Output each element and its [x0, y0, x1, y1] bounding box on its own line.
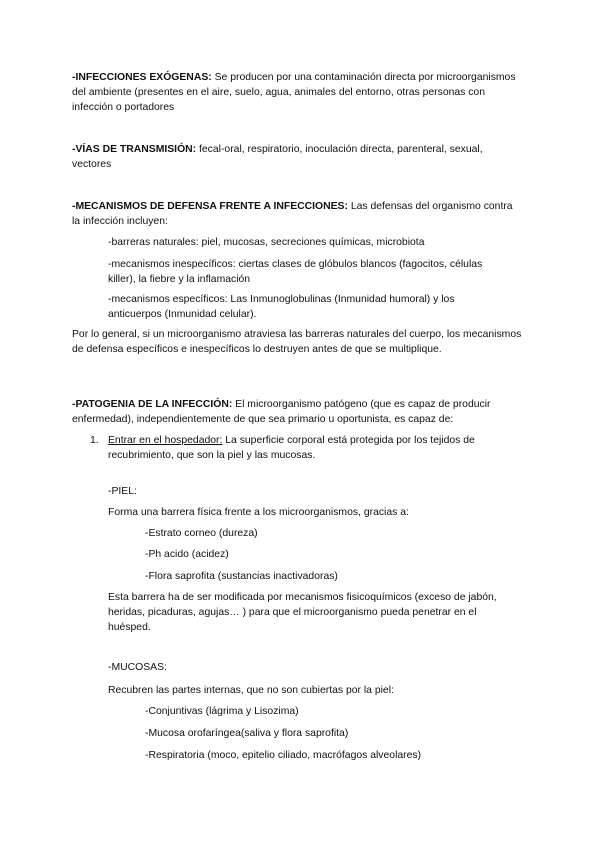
mucosas-intro: Recubren las partes internas, que no son cubiertas por la piel: [108, 685, 394, 696]
heading-patogenia: -PATOGENIA DE LA INFECCIÓN: [72, 399, 233, 410]
step-entrar [108, 433, 508, 463]
section-exogenas [72, 70, 522, 115]
step-title: Entrar en el hospedador: [108, 435, 223, 446]
piel-item-estrato: -Estrato corneo (dureza) [145, 528, 258, 539]
heading-mucosas: -MUCOSAS: [108, 662, 167, 673]
piel-item-flora: -Flora saprofita (sustancias inactivadoras) [145, 571, 338, 582]
heading-mecanismos: -MECANISMOS DE DEFENSA FRENTE A INFECCIONES: [72, 201, 348, 212]
section-vias [72, 142, 522, 172]
heading-exogenas: -INFECCIONES EXÓGENAS: [72, 72, 212, 83]
mucosas-item-respiratoria: -Respiratoria (moco, epitelio ciliado, macrófagos alveolares) [145, 750, 422, 761]
list-item-especificos: -mecanismos específicos: Las Inmunoglobulinas (Inmunidad humoral) y los anticuerpos (Inmunidad celular). [108, 294, 455, 320]
step-text: La superficie corporal está protegida por los tejidos de recubrimiento, que son la piel y las mucosas. [108, 435, 475, 461]
mucosas-item-orofaringea: -Mucosa orofaríngea(saliva y flora saprofita) [145, 728, 349, 739]
section-mecanismos [72, 199, 522, 229]
piel-intro: Forma una barrera física frente a los microorganismos, gracias a: [108, 507, 409, 518]
heading-piel: -PIEL: [108, 486, 137, 497]
step-number: 1. [90, 435, 99, 446]
text-patogenia: El microorganismo patógeno (que es capaz de producir enfermedad), independientemente de que sea primario u oportunista, es capaz de: [72, 399, 491, 425]
text-vias: fecal-oral, respiratorio, inoculación directa, parenteral, sexual, vectores [72, 144, 483, 170]
piel-item-ph: -Ph acido (acidez) [145, 549, 229, 560]
heading-vias: -VÍAS DE TRANSMISIÓN: [72, 144, 197, 155]
piel-note: Esta barrera ha de ser modificada por mecanismos fisicoquímicos (exceso de jabón, heridas, picaduras, agujas… ) para que el microorganismo pueda penetrar en el huésped. [108, 592, 497, 633]
text-exogenas: Se producen por una contaminación directa por microorganismos del ambiente (presentes en el aire, suelo, agua, animales del entorno, otras personas con infección o portadores [72, 72, 516, 113]
list-item-barreras: -barreras naturales: piel, mucosas, secreciones químicas, microbiota [108, 237, 425, 248]
mucosas-item-conjuntivas: -Conjuntivas (lágrima y Lisozima) [145, 706, 299, 717]
section-patogenia [72, 397, 522, 427]
list-item-inespecificos: -mecanismos inespecíficos: ciertas clases de glóbulos blancos (fagocitos, células killer), la fiebre y la inflamación [108, 259, 483, 285]
text-mecanismos: Las defensas del organismo contra la infección incluyen: [72, 201, 513, 227]
paragraph-conclusion: Por lo general, si un microorganismo atraviesa las barreras naturales del cuerpo, los mecanismos de defensa específicos e inespecíficos lo destruyen antes de que se multiplique. [72, 329, 522, 355]
